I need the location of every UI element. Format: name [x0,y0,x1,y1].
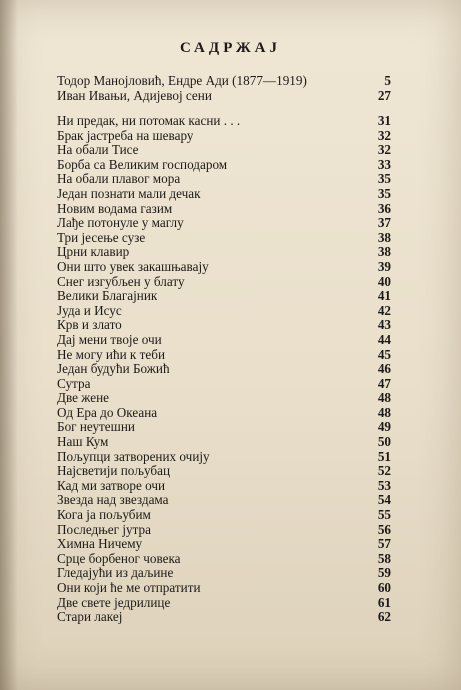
toc-entry-title: Један познати мали дечак [57,186,201,201]
toc-entry-page-number: 59 [377,565,391,581]
toc-entry-title: Лађе потонуле у маглу [57,216,184,231]
toc-entry-page-number: 37 [377,215,391,231]
toc-entry-title: Наш Кум [57,435,109,450]
toc-entry-page-number: 43 [377,317,391,333]
toc-entry-page-number: 44 [377,331,391,347]
toc-entry-page-number: 57 [377,536,391,552]
toc-entry-title: Сутра [57,376,91,391]
toc-entry-page-number: 49 [377,419,391,435]
toc-entry-title: Гледајући из даљине [57,566,174,581]
toc-entry-page-number: 55 [377,507,391,523]
toc-entry [57,464,391,479]
toc-entry-title: Не могу ићи к теби [57,347,166,362]
toc-entry-title: Јуда и Исус [57,303,122,318]
toc-entry [57,318,391,333]
toc-entry-title: Црни клавир [57,245,130,260]
toc-entry [57,74,391,89]
toc-entry [57,245,391,260]
toc-entry [57,348,391,363]
toc-entry [57,596,391,611]
toc-entry [57,479,391,494]
toc-entry [57,114,391,129]
toc-entry-title: Две жене [57,391,109,406]
toc-entry [57,187,391,202]
toc-poems-list [57,114,391,625]
toc-entry [57,260,391,275]
toc-entry-title: Од Ера до Океана [57,405,158,420]
toc-entry-page-number: 60 [377,580,391,595]
toc-entry-title: Они који ће ме отпратити [57,581,201,595]
page-title: САДРЖАЈ [179,40,282,56]
toc-entry-page-number: 47 [377,375,391,391]
toc-entry-page-number: 27 [377,87,391,103]
toc-entry-title: Тодор Манојловић, Ендре Ади (1877—1919) [57,74,307,88]
page-edge-shadow [0,0,18,690]
toc-entry [57,435,391,450]
toc-entry [57,450,391,465]
toc-entry [57,377,391,392]
toc-entry-page-number: 38 [377,229,391,245]
toc-entry [57,231,391,246]
toc-entry [57,610,391,625]
toc-entry [57,333,391,348]
toc-entry [57,289,391,304]
toc-entry [57,508,391,523]
toc-entry-page-number: 35 [377,185,391,201]
toc-entry-title: Стари лакеј [57,610,123,625]
toc-entry-title: Пољупци затворених очију [57,449,210,464]
toc-entry-title: Велики Благајник [57,289,158,304]
toc-entry-page-number: 5 [384,73,391,88]
toc-entry [57,158,391,173]
toc-entry-page-number: 45 [377,346,391,362]
toc-entry [57,275,391,290]
toc-entry-title: Дај мени твоје очи [57,332,162,347]
toc-entry [57,216,391,231]
toc-entry [57,566,391,581]
toc-entry-title: Они што увек закашњавају [57,259,209,274]
toc-entry [57,420,391,435]
toc-intro-list [57,74,391,104]
toc-entry-page-number: 41 [377,288,391,304]
toc-entry-page-number: 36 [377,200,391,216]
toc-entry [57,406,391,421]
toc-entry-page-number: 32 [377,127,391,143]
toc-entry-page-number: 40 [377,273,391,289]
toc-entry [57,552,391,567]
toc-entry-page-number: 51 [377,448,391,464]
toc-entry [57,172,391,187]
toc-entry-title: Химна Ничему [57,537,143,552]
toc-entry-page-number: 35 [377,171,391,187]
toc-entry [57,493,391,508]
toc-entry-title: На обали Тисе [57,143,139,158]
toc-entry-title: Последњег јутра [57,522,151,537]
toc-entry [57,129,391,144]
toc-entry [57,362,391,377]
toc-entry-title: Ни предак, ни потомак касни . . . [57,114,241,128]
toc-entry-title: Иван Ивањи, Адијевој сени [57,88,212,103]
toc-entry-page-number: 56 [377,521,391,537]
toc-entry-title: Брак јастреба на шевару [57,128,194,143]
toc-entry-title: Кога ја пољубим [57,508,151,523]
toc-entry-title: Звезда над звездама [57,493,169,508]
toc-entry-title: Бог неутешни [57,420,135,435]
toc-entry-page-number: 61 [377,594,391,610]
toc-entry-page-number: 52 [377,463,391,479]
toc-entry [57,202,391,217]
toc-entry-page-number: 48 [377,390,391,406]
toc-entry-title: Кад ми затворе очи [57,478,166,493]
toc-entry-title: Две свете једрилице [57,595,171,610]
toc-entry [57,523,391,538]
toc-entry-page-number: 54 [377,492,391,508]
toc-entry-page-number: 58 [377,550,391,566]
toc-entry [57,581,391,596]
toc-entry-page-number: 46 [377,361,391,377]
toc-entry-page-number: 42 [377,302,391,318]
toc-entry [57,143,391,158]
toc-entry-title: Борба са Великим господаром [57,157,228,172]
toc-entry-page-number: 38 [377,244,391,260]
toc-entry-title: Снег изгубљен у блату [57,274,185,289]
toc-entry-title: Новим водама газим [57,201,173,216]
toc-entry-page-number: 62 [377,609,391,625]
toc-entry-page-number: 50 [377,434,391,450]
toc-entry-title: На обали плавог мора [57,172,181,187]
toc-entry-page-number: 53 [377,477,391,493]
toc-entry-title: Један будући Божић [57,362,170,377]
toc-entry-title: Срце борбеног човека [57,551,181,566]
toc-entry [57,537,391,552]
toc-entry-page-number: 31 [377,113,391,128]
toc-entry-title: Најсветији пољубац [57,464,171,479]
toc-entry-page-number: 33 [377,156,391,172]
toc-entry-title: Три јесење сузе [57,230,146,245]
toc-entry [57,89,391,104]
toc-entry-page-number: 39 [377,258,391,274]
toc-entry-title: Крв и злато [57,318,122,333]
toc-entry [57,304,391,319]
toc-entry-page-number: 32 [377,142,391,158]
toc-entry [57,391,391,406]
toc-entry-page-number: 48 [377,404,391,420]
